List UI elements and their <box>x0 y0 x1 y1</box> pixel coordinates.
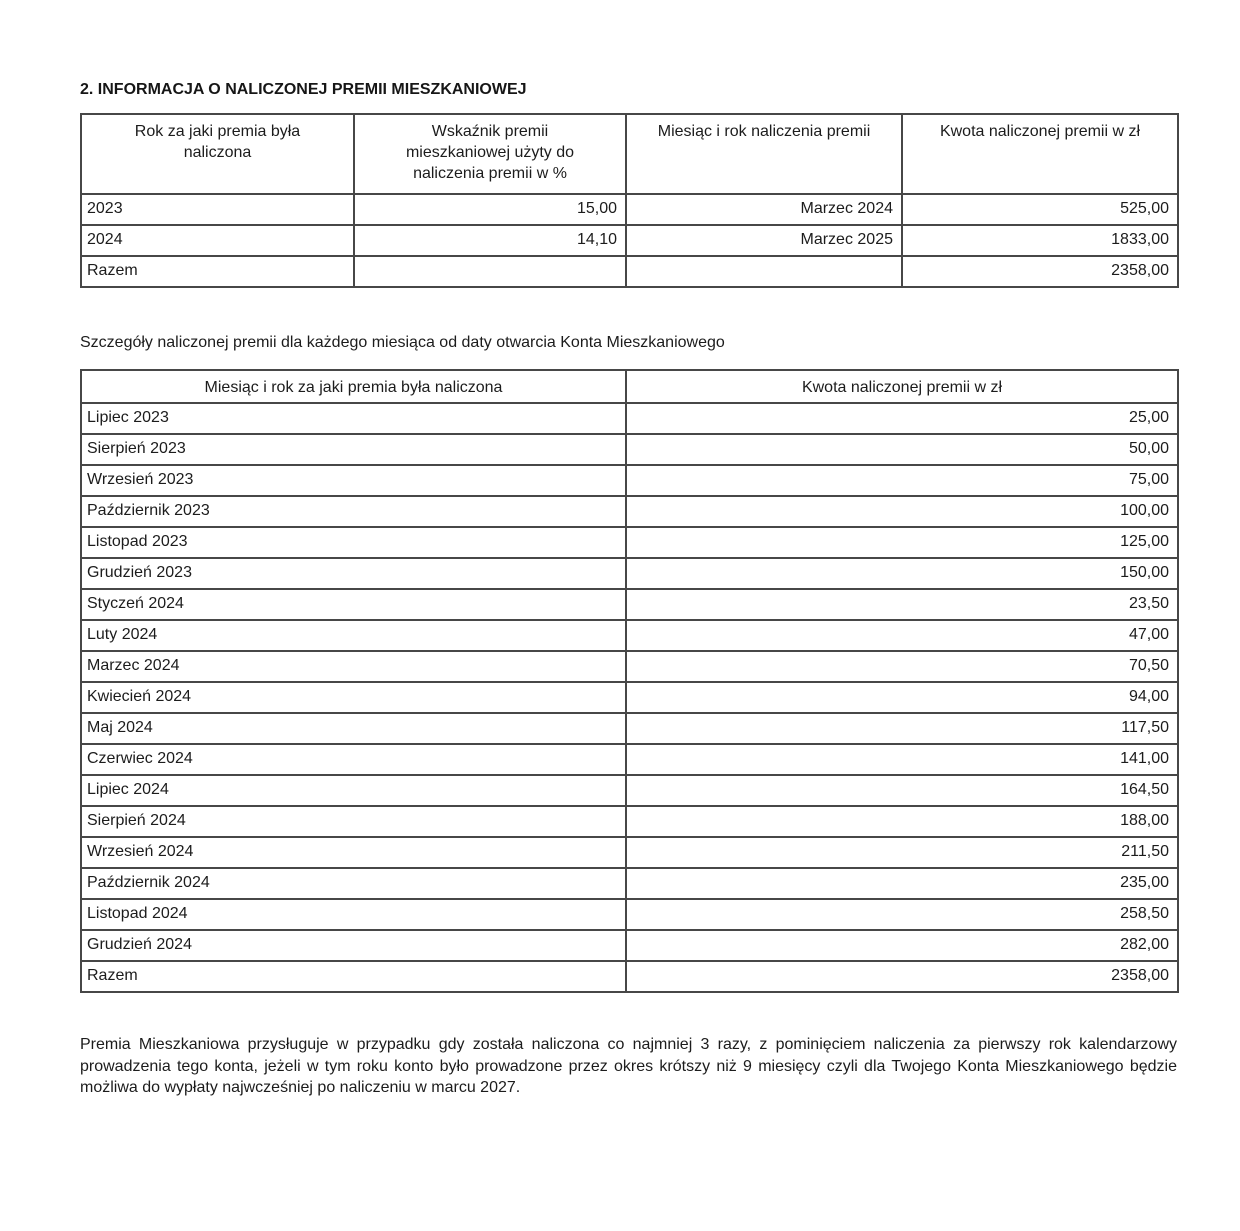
header-row <box>81 114 1178 194</box>
table-cell: 2358,00 <box>902 256 1178 287</box>
table-row <box>81 558 1178 589</box>
table-cell: Sierpień 2024 <box>81 806 626 837</box>
table-row <box>81 775 1178 806</box>
table-row <box>81 256 1178 287</box>
table-cell: Kwiecień 2024 <box>81 682 626 713</box>
details-intro-text: Szczegóły naliczonej premii dla każdego miesiąca od daty otwarcia Konta Mieszkaniowego <box>80 334 725 351</box>
table-row <box>81 496 1178 527</box>
table-cell: Styczeń 2024 <box>81 589 626 620</box>
column-header: Kwota naliczonej premii w zł <box>902 114 1178 194</box>
table-cell: Razem <box>81 256 354 287</box>
table-cell: Październik 2024 <box>81 868 626 899</box>
table-cell: Wrzesień 2023 <box>81 465 626 496</box>
table-cell: Marzec 2024 <box>626 194 902 225</box>
table-row <box>81 403 1178 434</box>
table-row <box>81 930 1178 961</box>
table-row <box>81 225 1178 256</box>
table-cell: Listopad 2024 <box>81 899 626 930</box>
table-cell: 25,00 <box>626 403 1178 434</box>
table-cell: 70,50 <box>626 651 1178 682</box>
column-header: Kwota naliczonej premii w zł <box>626 370 1178 403</box>
table-cell: Grudzień 2024 <box>81 930 626 961</box>
table-cell: Sierpień 2023 <box>81 434 626 465</box>
table-row <box>81 620 1178 651</box>
table-cell: 2023 <box>81 194 354 225</box>
table-cell: 164,50 <box>626 775 1178 806</box>
table-cell <box>354 256 626 287</box>
table-cell: 150,00 <box>626 558 1178 589</box>
table-row <box>81 682 1178 713</box>
table-row <box>81 868 1178 899</box>
table-row <box>81 651 1178 682</box>
footer-note-text: Premia Mieszkaniowa przysługuje w przypadku gdy została naliczona co najmniej 3 razy, z pominięciem naliczenia za pierwszy rok kalendarzowy prowadzenia tego konta, jeżeli w tym roku konto było prowadzone przez okres krótszy niż 9 miesięcy czyli dla Twojego Konta Mieszkaniowego będzie możliwa do wypłaty najwcześniej po naliczeniu w marcu 2027. <box>80 1036 1177 1096</box>
table-cell: Marzec 2024 <box>81 651 626 682</box>
table-cell: 15,00 <box>354 194 626 225</box>
table-cell: 235,00 <box>626 868 1178 899</box>
table-cell: Październik 2023 <box>81 496 626 527</box>
table-cell: 50,00 <box>626 434 1178 465</box>
table-row <box>81 527 1178 558</box>
table-cell: 211,50 <box>626 837 1178 868</box>
table-cell: Wrzesień 2024 <box>81 837 626 868</box>
table-cell: 2358,00 <box>626 961 1178 992</box>
table-row <box>81 434 1178 465</box>
header-row <box>81 370 1178 403</box>
table-row <box>81 194 1178 225</box>
table-cell: 94,00 <box>626 682 1178 713</box>
monthly-premium-details-table <box>80 369 1179 993</box>
table-cell: Lipiec 2023 <box>81 403 626 434</box>
table-cell <box>626 256 902 287</box>
table-cell: 100,00 <box>626 496 1178 527</box>
premium-summary-table <box>80 113 1179 288</box>
table-cell: Marzec 2025 <box>626 225 902 256</box>
table-row <box>81 837 1178 868</box>
table-cell: Lipiec 2024 <box>81 775 626 806</box>
table-cell: Czerwiec 2024 <box>81 744 626 775</box>
table-cell: 525,00 <box>902 194 1178 225</box>
table-row <box>81 713 1178 744</box>
section-heading: 2. INFORMACJA O NALICZONEJ PREMII MIESZKANIOWEJ <box>80 81 527 98</box>
table-cell: 47,00 <box>626 620 1178 651</box>
table-cell: 1833,00 <box>902 225 1178 256</box>
table-cell: 2024 <box>81 225 354 256</box>
column-header: Wskaźnik premii mieszkaniowej użyty do naliczenia premii w % <box>354 114 626 194</box>
table-cell: Listopad 2023 <box>81 527 626 558</box>
table-cell: 141,00 <box>626 744 1178 775</box>
table-cell: 188,00 <box>626 806 1178 837</box>
table-row <box>81 589 1178 620</box>
table-cell: 282,00 <box>626 930 1178 961</box>
table-cell: Razem <box>81 961 626 992</box>
table-cell: 258,50 <box>626 899 1178 930</box>
table-cell: 125,00 <box>626 527 1178 558</box>
table-cell: Grudzień 2023 <box>81 558 626 589</box>
table-row <box>81 806 1178 837</box>
table-cell: 23,50 <box>626 589 1178 620</box>
table-cell: 75,00 <box>626 465 1178 496</box>
table-row <box>81 744 1178 775</box>
table-cell: 117,50 <box>626 713 1178 744</box>
column-header: Miesiąc i rok naliczenia premii <box>626 114 902 194</box>
table-row <box>81 465 1178 496</box>
table-cell: Maj 2024 <box>81 713 626 744</box>
column-header: Rok za jaki premia była naliczona <box>81 114 354 194</box>
table-cell: Luty 2024 <box>81 620 626 651</box>
table-cell: 14,10 <box>354 225 626 256</box>
column-header: Miesiąc i rok za jaki premia była naliczona <box>81 370 626 403</box>
table-row <box>81 899 1178 930</box>
table-row <box>81 961 1178 992</box>
